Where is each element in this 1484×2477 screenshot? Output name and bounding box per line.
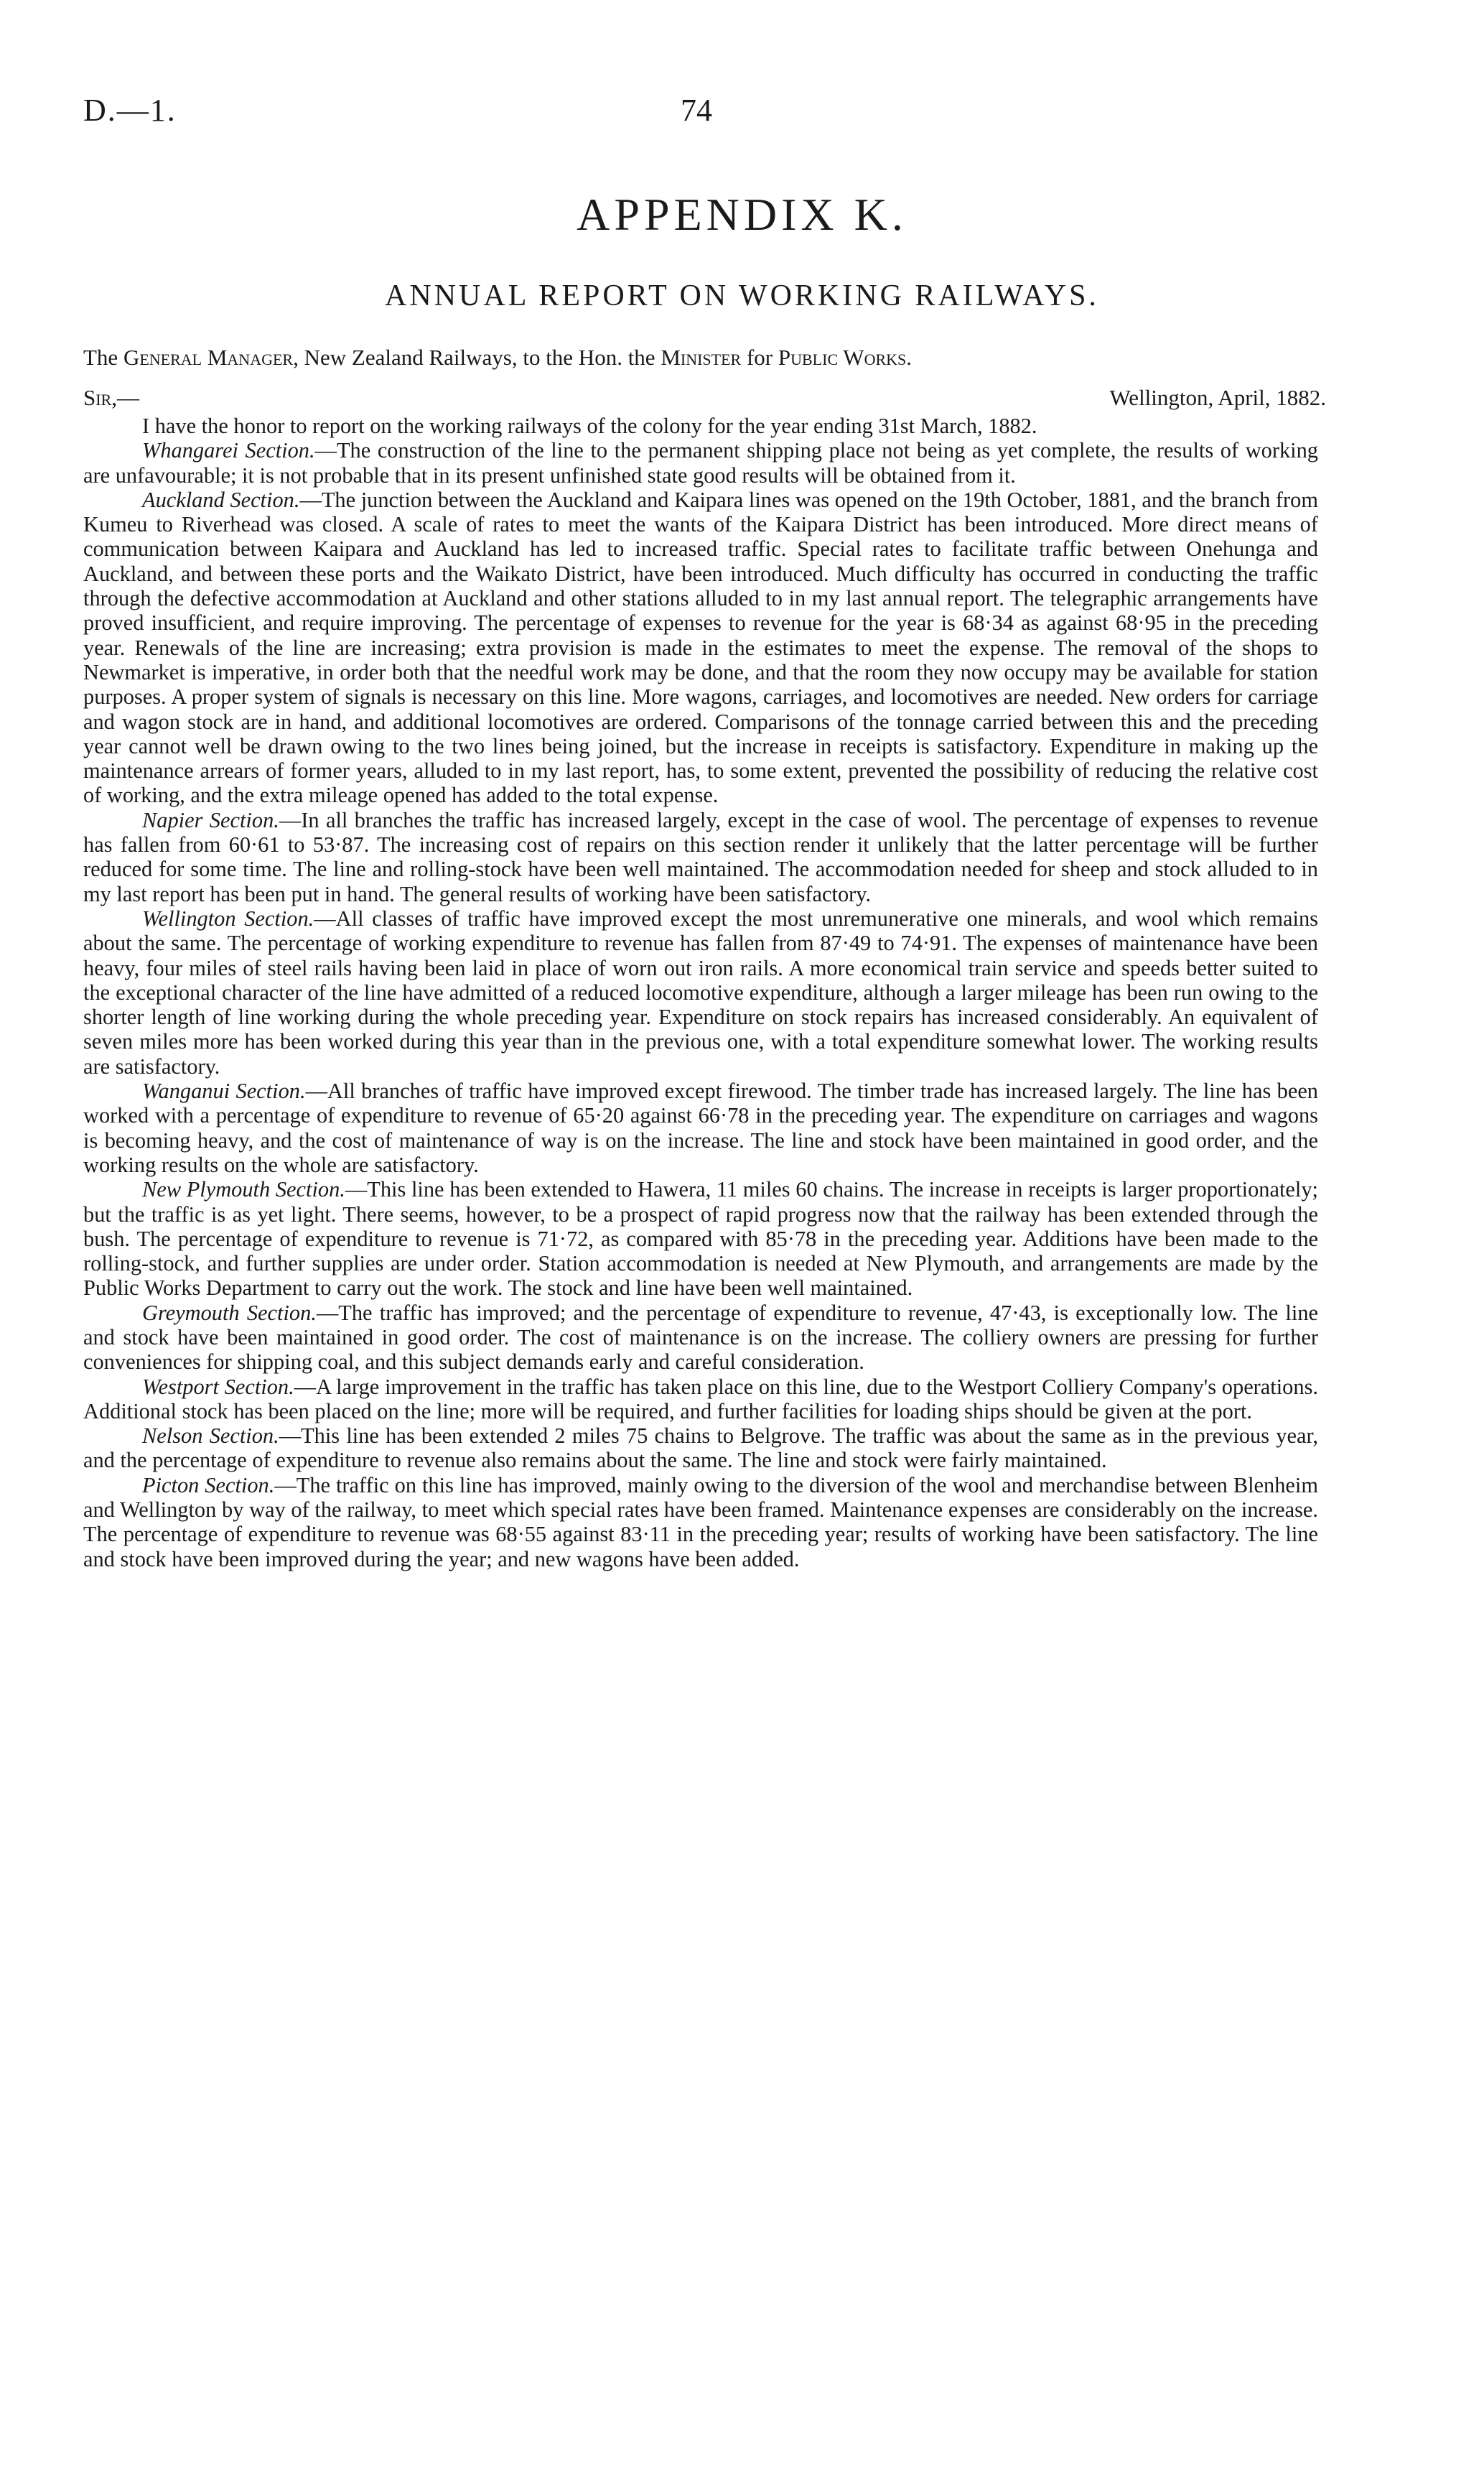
address-suffix: . [906, 345, 912, 370]
appendix-title: APPENDIX K. [577, 189, 907, 240]
report-title: ANNUAL REPORT ON WORKING RAILWAYS. [385, 279, 1099, 312]
section-text: —The traffic has improved; and the percentage of expenditure to revenue, 47·43, is exceptionally low. The line and stock have been maintained in good order. The cost of maintenance is on the increase. The colliery owners are pressing for further conveniences for shipping coal, and this subject demands early and careful consideration. [83, 1300, 1318, 1375]
section-text: —In all branches the traffic has increased largely, except in the case of wool. The percentage of expenses to revenue has fallen from 60·61 to 53·87. The increasing cost of repairs on this section render it unlikely that the latter percentage will be further reduced for some time. The line and rolling-stock have been well maintained. The accommodation needed for sheep and stock alluded to in my last report has been put in hand. The general results of working have been satisfactory. [83, 807, 1318, 906]
address-prefix: The [83, 345, 123, 370]
section-paragraph-greymouth [83, 1301, 1318, 1375]
section-text: —This line has been extended 2 miles 75 chains to Belgrove. The traffic was about the same as in the previous year, and the percentage of expenditure to revenue also remains about the same. The line and stock were fairly maintained. [83, 1423, 1318, 1473]
section-heading: New Plymouth Section. [142, 1177, 345, 1202]
report-body [83, 414, 1318, 1571]
address-line [83, 345, 1318, 371]
section-paragraph-nelson [83, 1423, 1318, 1473]
section-paragraph-wanganui [83, 1079, 1318, 1177]
section-paragraph-wellington [83, 906, 1318, 1079]
address-for: for [741, 345, 778, 370]
address-middle: , New Zealand Railways, to the Hon. the [293, 345, 661, 370]
section-heading: Nelson Section. [142, 1423, 279, 1449]
section-paragraph-picton [83, 1473, 1318, 1571]
section-heading: Wanganui Section. [142, 1079, 306, 1104]
place-date: Wellington, April, 1882. [1109, 385, 1326, 410]
page-number: 74 [681, 93, 712, 128]
section-heading: Napier Section. [142, 807, 279, 832]
recipient-title: Minister [661, 345, 742, 370]
section-text: —All classes of traffic have improved except the most unremunerative one minerals, and wool which remains about the same. The percentage of working expenditure to revenue has fallen from 87·49 to 74·91. The expenses of maintenance have been heavy, four miles of steel rails having been laid in place of worn out iron rails. A more economical train service and speeds better suited to the exceptional character of the line have admitted of a reduced locomotive expenditure, although a larger mileage has been run owing to the shorter length of line working during the whole preceding year. Expenditure on stock repairs has increased considerably. An equivalent of seven miles more has been worked during this year than in the previous one, with a total expenditure somewhat lower. The working results are satisfactory. [83, 906, 1319, 1079]
department-name: Public Works [778, 345, 907, 370]
salutation: Sir,— [83, 385, 139, 410]
intro-paragraph: I have the honor to report on the working railways of the colony for the year ending 31st March, 1882. [142, 414, 1037, 438]
section-paragraph-new-plymouth [83, 1177, 1318, 1300]
section-paragraph-whangarei [83, 438, 1318, 488]
section-text: —All branches of traffic have improved except firewood. The timber trade has increased largely. The line has been worked with a percentage of expenditure to revenue of 65·20 against 66·78 in the preceding year. The expenditure on carriages and wagons is becoming heavy, and the cost of maintenance of way is on the increase. The line and stock have been maintained in good order, and the working results on the whole are satisfactory. [83, 1079, 1318, 1177]
section-text: —The construction of the line to the permanent shipping place not being as yet complete, the results of working are unfavourable; it is not probable that in its present unfinished state good results will be obtained from it. [83, 438, 1318, 488]
section-paragraph-auckland [83, 488, 1318, 808]
section-text: —The traffic on this line has improved, mainly owing to the diversion of the wool and merchandise between Blenheim and Wellington by way of the railway, to meet which special rates have been framed. Maintenance expenses are considerably on the increase. The percentage of expenditure to revenue was 68·55 against 83·11 in the preceding year; results of working have been satisfactory. The line and stock have been improved during the year; and new wagons have been added. [83, 1472, 1318, 1571]
document-reference: D.—1. [83, 93, 177, 128]
section-heading: Picton Section. [142, 1472, 275, 1497]
section-paragraph-westport [83, 1375, 1318, 1424]
sender-title: General Manager [123, 345, 294, 370]
section-text: —A large improvement in the traffic has taken place on this line, due to the Westport Colliery Company's operations. Additional stock has been placed on the line; more will be required, and further facilities for loading ships should be given at the port. [83, 1374, 1318, 1423]
section-text: —The junction between the Auckland and Kaipara lines was opened on the 19th October, 1881, and the branch from Kumeu to Riverhead was closed. A scale of rates to meet the wants of the Kaipara District has been introduced. More direct means of communication between Kaipara and Auckland has led to increased traffic. Special rates to facilitate traffic between Onehunga and Auckland, and between these ports and the Waikato District, have been introduced. Much difficulty has occurred in conducting the traffic through the defective accommodation at Auckland and other stations alluded to in my last annual report. The telegraphic arrangements have proved insufficient, and require improving. The percentage of expenses to revenue for the year is 68·34 as against 68·95 in the preceding year. Renewals of the line are increasing; extra provision is made in the estimates to meet the expense. The removal of the shops to Newmarket is imperative, in order both that the needful work may be done, and that the room they now occupy may be available for station purposes. A proper system of signals is necessary on this line. More wagons, carriages, and locomotives are needed. New orders for carriage and wagon stock are in hand, and additional locomotives are ordered. Comparisons of the tonnage carried between this and the preceding year cannot well be drawn owing to the two lines being joined, but the increase in receipts is satisfactory. Expenditure in making up the maintenance arrears of former years, alluded to in my last report, has, to some extent, prevented the possibility of reducing the relative cost of working, and the extra mileage opened has added to the total expense. [83, 487, 1318, 808]
section-heading: Greymouth Section. [142, 1300, 317, 1325]
section-heading: Westport Section. [142, 1374, 294, 1399]
section-heading: Auckland Section. [142, 487, 300, 512]
section-heading: Wellington Section. [142, 906, 314, 931]
section-text: —This line has been extended to Hawera, 11 miles 60 chains. The increase in receipts is larger proportionately; but the traffic is as yet light. There seems, however, to be a prospect of rapid progress now that the railway has been extended through the bush. The percentage of expenditure to revenue is 71·72, as compared with 85·78 in the preceding year. Additions have been made to the rolling-stock, and further supplies are under order. Station accommodation is needed at New Plymouth, and arrangements are made by the Public Works Department to carry out the work. The stock and line have been well maintained. [83, 1177, 1318, 1301]
section-paragraph-napier [83, 808, 1318, 906]
section-heading: Whangarei Section. [142, 438, 315, 463]
